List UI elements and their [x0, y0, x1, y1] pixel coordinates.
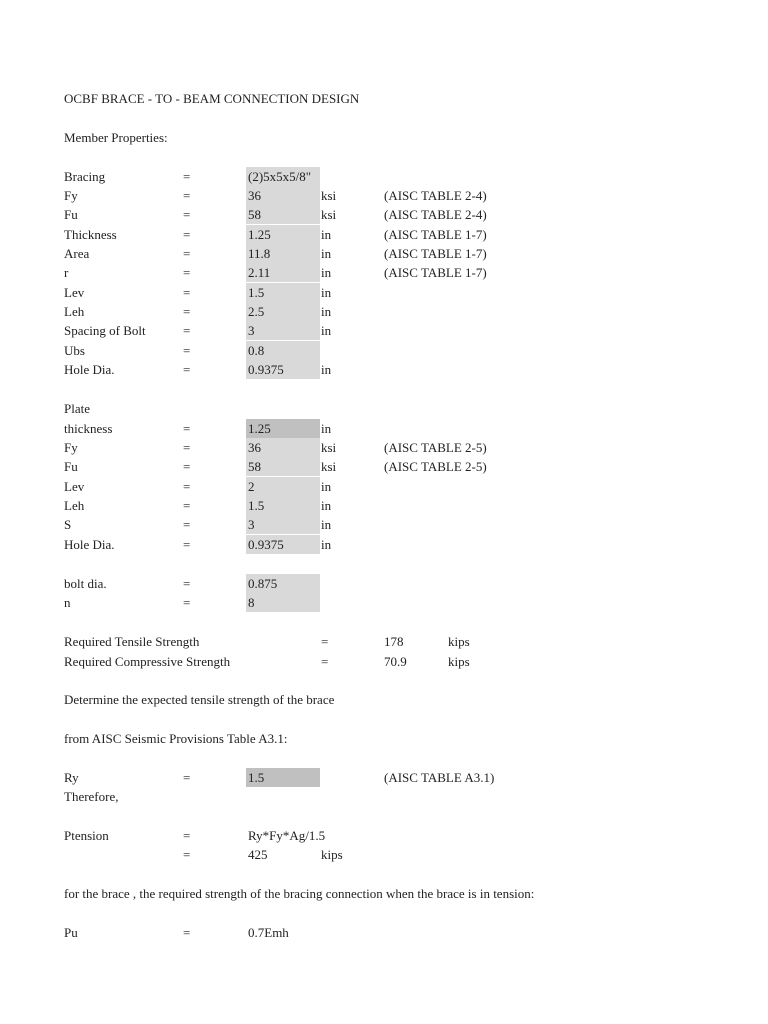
plate-value-lev[interactable]: 2 [246, 477, 320, 496]
plate-value-fu[interactable]: 58 [246, 457, 320, 476]
plate-eq: = [183, 498, 191, 513]
bolt-label-n: n [64, 595, 71, 610]
pu-formula: 0.7Emh [248, 925, 289, 940]
member-eq: = [183, 304, 191, 319]
member-label-hole-dia: Hole Dia. [64, 362, 115, 377]
member-value-thickness[interactable]: 1.25 [246, 225, 320, 244]
ry-eq: = [183, 770, 191, 785]
member-label-ubs: Ubs [64, 343, 85, 358]
member-label-spacing: Spacing of Bolt [64, 323, 146, 338]
plate-unit-leh: in [321, 498, 332, 513]
member-eq: = [183, 207, 191, 222]
member-unit-leh: in [321, 304, 332, 319]
plate-label-leh: Leh [64, 498, 85, 513]
member-label-area: Area [64, 246, 90, 261]
member-unit-spacing: in [321, 323, 332, 338]
from-text: from AISC Seismic Provisions Table A3.1: [64, 731, 288, 746]
member-ref-fu: (AISC TABLE 2-4) [384, 207, 487, 222]
strength-value-compressive: 70.9 [384, 654, 407, 669]
member-eq: = [183, 169, 191, 184]
member-unit-area: in [321, 246, 332, 261]
member-label-thickness: Thickness [64, 227, 117, 242]
member-eq: = [183, 227, 191, 242]
member-value-spacing[interactable]: 3 [246, 321, 320, 340]
plate-value-leh[interactable]: 1.5 [246, 496, 320, 515]
plate-ref-fu: (AISC TABLE 2-5) [384, 459, 487, 474]
member-eq: = [183, 362, 191, 377]
member-eq: = [183, 285, 191, 300]
plate-label-lev: Lev [64, 479, 85, 494]
ptension-formula: Ry*Fy*Ag/1.5 [248, 828, 326, 843]
brace-text: for the brace , the required strength of the bracing connection when the brace is in tension: [64, 886, 535, 901]
determine-text: Determine the expected tensile strength of the brace [64, 692, 335, 707]
member-unit-r: in [321, 265, 332, 280]
member-eq: = [183, 246, 191, 261]
member-value-fu[interactable]: 58 [246, 205, 320, 224]
strength-eq: = [321, 654, 329, 669]
plate-eq: = [183, 421, 191, 436]
ptension-eq: = [183, 828, 191, 843]
plate-label-hole-dia: Hole Dia. [64, 537, 115, 552]
member-ref-area: (AISC TABLE 1-7) [384, 246, 487, 261]
plate-eq: = [183, 479, 191, 494]
member-eq: = [183, 323, 191, 338]
ptension-unit: kips [321, 847, 343, 862]
member-ref-fy: (AISC TABLE 2-4) [384, 188, 487, 203]
ptension-eq2: = [183, 847, 191, 862]
pu-label: Pu [64, 925, 78, 940]
pu-eq: = [183, 925, 191, 940]
member-eq: = [183, 188, 191, 203]
member-value-fy[interactable]: 36 [246, 186, 320, 205]
member-properties-heading: Member Properties: [64, 130, 168, 145]
member-unit-lev: in [321, 285, 332, 300]
therefore-text: Therefore, [64, 789, 119, 804]
member-label-leh: Leh [64, 304, 85, 319]
plate-heading: Plate [64, 401, 90, 416]
plate-unit-fy: ksi [321, 440, 337, 455]
member-unit-thickness: in [321, 227, 332, 242]
plate-label-s: S [64, 517, 72, 532]
plate-label-fu: Fu [64, 459, 78, 474]
member-unit-fy: ksi [321, 188, 337, 203]
member-value-hole-dia[interactable]: 0.9375 [246, 360, 320, 379]
plate-label-thickness: thickness [64, 421, 113, 436]
member-eq: = [183, 265, 191, 280]
plate-eq: = [183, 440, 191, 455]
member-value-leh[interactable]: 2.5 [246, 302, 320, 321]
plate-unit-s: in [321, 517, 332, 532]
bolt-label-dia: bolt dia. [64, 576, 107, 591]
plate-unit-thickness: in [321, 421, 332, 436]
plate-value-fy[interactable]: 36 [246, 438, 320, 457]
member-unit-fu: ksi [321, 207, 337, 222]
ptension-label: Ptension [64, 828, 109, 843]
plate-eq: = [183, 459, 191, 474]
member-value-lev[interactable]: 1.5 [246, 283, 320, 302]
plate-eq: = [183, 537, 191, 552]
member-label-bracing: Bracing [64, 169, 106, 184]
plate-value-s[interactable]: 3 [246, 515, 320, 534]
bolt-value-n[interactable]: 8 [246, 593, 320, 612]
ry-label: Ry [64, 770, 79, 785]
plate-eq: = [183, 517, 191, 532]
member-value-area[interactable]: 11.8 [246, 244, 320, 263]
plate-value-thickness[interactable]: 1.25 [246, 419, 320, 438]
ry-value[interactable]: 1.5 [246, 768, 320, 787]
member-label-fu: Fu [64, 207, 78, 222]
bolt-value-dia[interactable]: 0.875 [246, 574, 320, 593]
plate-unit-fu: ksi [321, 459, 337, 474]
ry-ref: (AISC TABLE A3.1) [384, 770, 495, 785]
member-eq: = [183, 343, 191, 358]
plate-unit-hole-dia: in [321, 537, 332, 552]
member-value-bracing[interactable]: (2)5x5x5/8" [246, 167, 320, 186]
bolt-eq: = [183, 576, 191, 591]
strength-label-tensile: Required Tensile Strength [64, 634, 200, 649]
bolt-eq: = [183, 595, 191, 610]
page-title: OCBF BRACE - TO - BEAM CONNECTION DESIGN [64, 91, 360, 106]
strength-label-compressive: Required Compressive Strength [64, 654, 231, 669]
strength-unit-compressive: kips [448, 654, 470, 669]
member-ref-r: (AISC TABLE 1-7) [384, 265, 487, 280]
strength-unit-tensile: kips [448, 634, 470, 649]
ptension-value: 425 [248, 847, 268, 862]
plate-label-fy: Fy [64, 440, 78, 455]
member-label-fy: Fy [64, 188, 78, 203]
member-ref-thickness: (AISC TABLE 1-7) [384, 227, 487, 242]
member-label-lev: Lev [64, 285, 85, 300]
strength-eq: = [321, 634, 329, 649]
member-label-r: r [64, 265, 69, 280]
plate-ref-fy: (AISC TABLE 2-5) [384, 440, 487, 455]
plate-unit-lev: in [321, 479, 332, 494]
member-unit-hole-dia: in [321, 362, 332, 377]
strength-value-tensile: 178 [384, 634, 404, 649]
plate-value-hole-dia[interactable]: 0.9375 [246, 535, 320, 554]
member-value-r[interactable]: 2.11 [246, 263, 320, 282]
member-value-ubs[interactable]: 0.8 [246, 341, 320, 360]
